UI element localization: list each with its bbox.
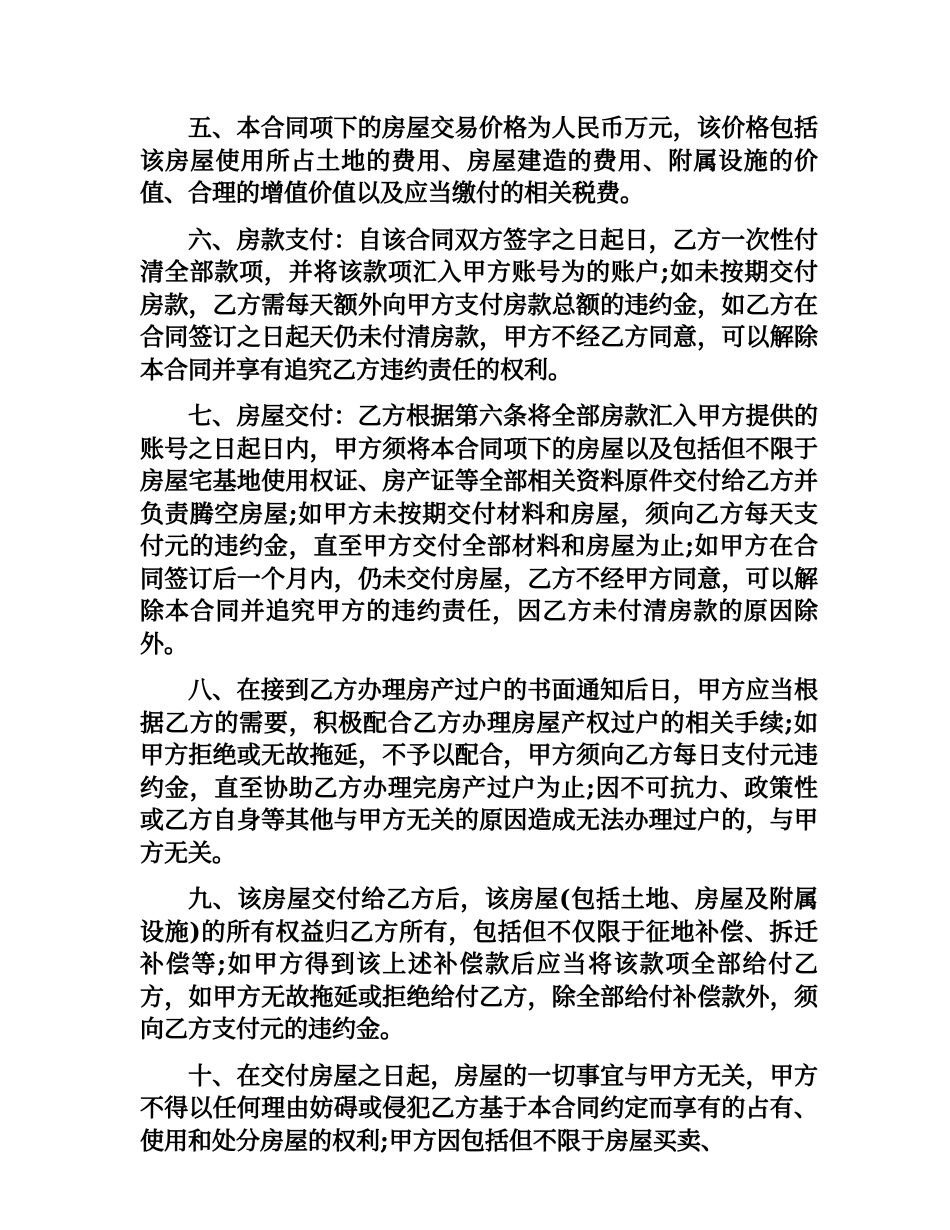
clause-9-paragraph: 九、该房屋交付给乙方后，该房屋(包括土地、房屋及附属设施)的所有权益归乙方所有，包括但不仅限于征地补偿、拆迁补偿等;如甲方得到该上述补偿款后应当将该款项全部给付乙方，如甲方无故拖延或拒绝给付乙方，除全部给付补偿款外，须向乙方支付元的违约金。 [140,884,818,1043]
clause-8-paragraph: 八、在接到乙方办理房产过户的书面通知后日，甲方应当根据乙方的需要，积极配合乙方办理房屋产权过户的相关手续;如甲方拒绝或无故拖延，不予以配合，甲方须向乙方每日支付元违约金，直至协助乙方办理完房产过户为止;因不可抗力、政策性或乙方自身等其他与甲方无关的原因造成无法办理过户的，与甲方无关。 [140,675,818,867]
clause-7-paragraph: 七、房屋交付：乙方根据第六条将全部房款汇入甲方提供的账号之日起日内，甲方须将本合同项下的房屋以及包括但不限于房屋宅基地使用权证、房产证等全部相关资料原件交付给乙方并负责腾空房屋;如甲方未按期交付材料和房屋，须向乙方每天支付元的违约金，直至甲方交付全部材料和房屋为止;如甲方在合同签订后一个月内，仍未交付房屋，乙方不经甲方同意，可以解除本合同并追究甲方的违约责任，因乙方未付清房款的原因除外。 [140,401,818,658]
clause-10-paragraph: 十、在交付房屋之日起，房屋的一切事宜与甲方无关，甲方不得以任何理由妨碍或侵犯乙方基于本合同约定而享有的占有、使用和处分房屋的权利;甲方因包括但不限于房屋买卖、 [140,1060,818,1155]
clause-6-paragraph: 六、房款支付：自该合同双方签字之日起日，乙方一次性付清全部款项，并将该款项汇入甲方账号为的账户;如未按期交付房款，乙方需每天额外向甲方支付房款总额的违约金，如乙方在合同签订之日起天仍未付清房款，甲方不经乙方同意，可以解除本合同并享有追究乙方违约责任的权利。 [140,224,818,384]
document-body [140,112,818,1171]
clause-5-paragraph: 五、本合同项下的房屋交易价格为人民币万元，该价格包括该房屋使用所占土地的费用、房屋建造的费用、附属设施的价值、合理的增值价值以及应当缴付的相关税费。 [140,113,818,207]
